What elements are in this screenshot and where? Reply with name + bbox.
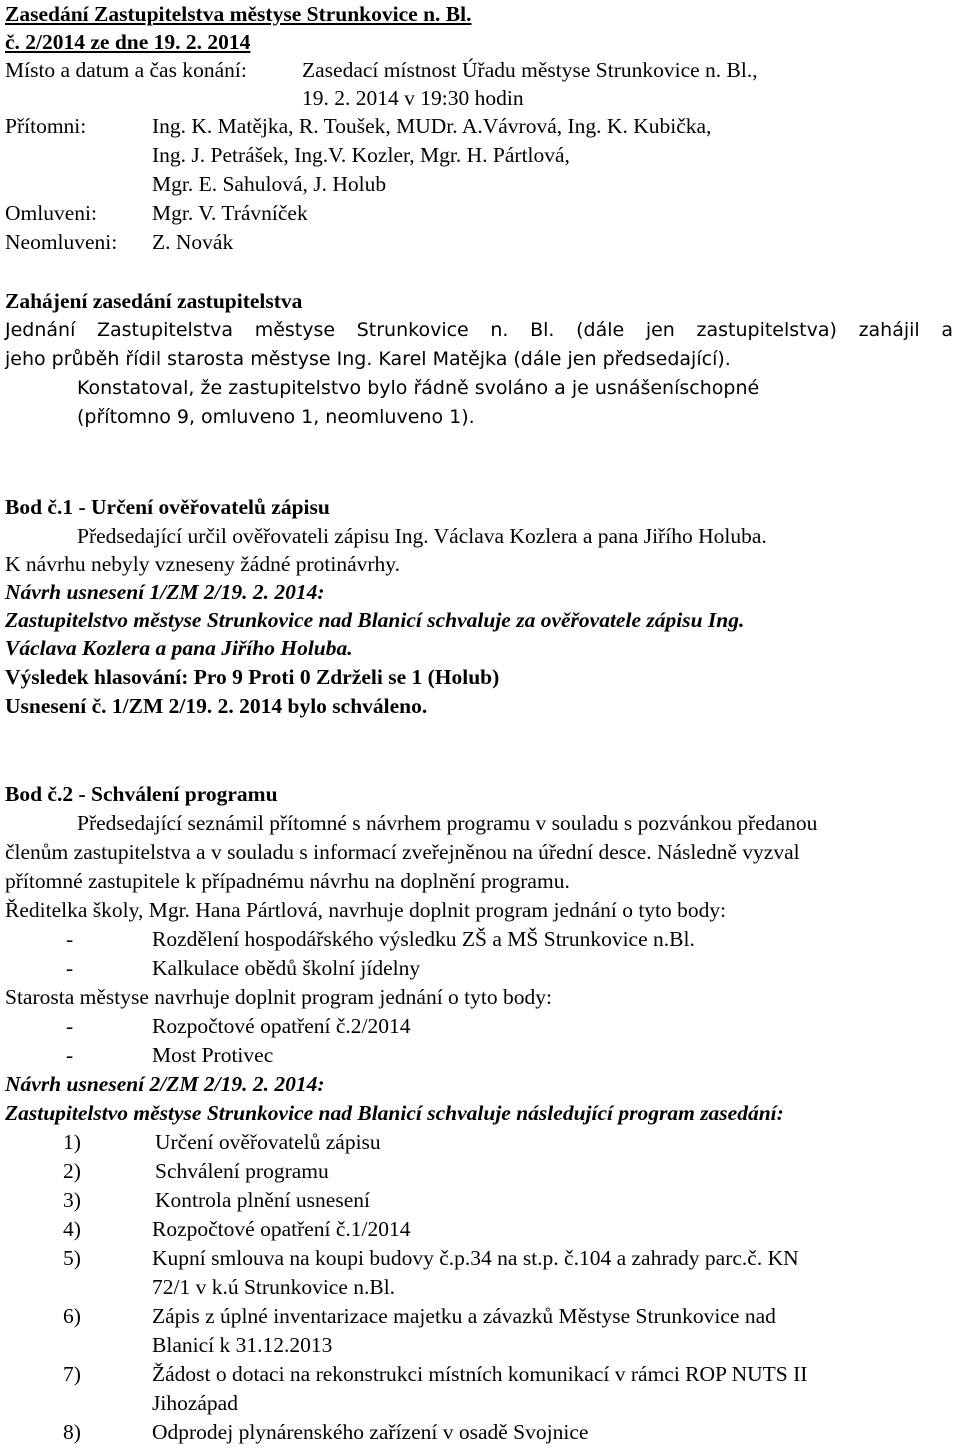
- program-item-4: Rozpočtové opatření č.1/2014: [152, 1217, 411, 1241]
- item-1-no-counterproposals: K návrhu nebyly vzneseny žádné protinávrhy.: [5, 552, 401, 576]
- school-director-proposal: Ředitelka školy, Mgr. Hana Pártlová, navrhuje doplnit program jednání o tyto body:: [5, 898, 727, 922]
- program-number: 3): [63, 1188, 81, 1212]
- item-2-paragraph-line-3: přítomné zastupitele k případnému návrhu na doplnění programu.: [5, 869, 570, 893]
- document-title-line-1: Zasedání Zastupitelstva městyse Strunkovice n. Bl.: [5, 2, 472, 26]
- item-1-verifiers-line: Předsedající určil ověřovateli zápisu Ing. Václava Kozlera a pana Jiřího Holuba.: [77, 524, 767, 548]
- school-point-1: Rozdělení hospodářského výsledku ZŠ a MŠ Strunkovice n.Bl.: [152, 927, 695, 951]
- list-dash: -: [66, 1043, 74, 1067]
- unexcused-label: Neomluveni:: [5, 230, 118, 254]
- opening-paragraph-line-2: jeho průběh řídil starosta městyse Ing. Karel Matějka (dále jen předsedající).: [5, 348, 731, 370]
- program-item-5-line-2: 72/1 v k.ú Strunkovice n.Bl.: [152, 1275, 396, 1299]
- opening-word: městyse: [254, 319, 336, 341]
- item-1-approved: Usnesení č. 1/ZM 2/19. 2. 2014 bylo schváleno.: [5, 694, 428, 718]
- program-number: 4): [63, 1217, 81, 1241]
- item-2-paragraph-line-1: Předsedající seznámil přítomné s návrhem programu v souladu s pozvánkou předanou: [77, 811, 818, 835]
- program-number: 2): [63, 1159, 81, 1183]
- list-dash: -: [66, 956, 74, 980]
- program-item-6-line-1: Zápis z úplné inventarizace majetku a závazků Městyse Strunkovice nad: [152, 1304, 776, 1328]
- opening-word: Strunkovice: [356, 319, 469, 341]
- item-1-resolution-line-1: Zastupitelstvo městyse Strunkovice nad Blanicí schvaluje za ověřovatele zápisu Ing.: [5, 608, 745, 632]
- program-item-7-line-2: Jihozápad: [152, 1391, 238, 1415]
- program-number: 7): [63, 1362, 81, 1386]
- program-item-7-line-1: Žádost o dotaci na rekonstrukci místních komunikací v rámci ROP NUTS II: [152, 1362, 808, 1386]
- program-item-6-line-2: Blanicí k 31.12.2013: [152, 1333, 333, 1357]
- program-number: 5): [63, 1246, 81, 1270]
- opening-word: zastupitelstva): [696, 319, 837, 341]
- opening-word: a: [941, 319, 953, 341]
- program-item-8: Odprodej plynárenského zařízení v osadě Svojnice: [152, 1420, 589, 1444]
- opening-heading: Zahájení zasedání zastupitelstva: [5, 289, 303, 313]
- place-label: Místo a datum a čas konání:: [5, 58, 247, 82]
- item-1-resolution-line-2: Václava Kozlera a pana Jiřího Holuba.: [5, 636, 353, 660]
- opening-word: jen: [645, 319, 675, 341]
- present-label: Přítomni:: [5, 114, 87, 138]
- item-1-vote-result: Výsledek hlasování: Pro 9 Proti 0 Zdrželi se 1 (Holub): [5, 665, 500, 689]
- mayor-point-2: Most Protivec: [152, 1043, 274, 1067]
- item-1-proposal-heading: Návrh usnesení 1/ZM 2/19. 2. 2014:: [5, 580, 325, 604]
- program-item-2: Schválení programu: [155, 1159, 329, 1183]
- item-1-heading: Bod č.1 - Určení ověřovatelů zápisu: [5, 495, 330, 519]
- document-title-line-2: č. 2/2014 ze dne 19. 2. 2014: [5, 30, 251, 54]
- list-dash: -: [66, 1014, 74, 1038]
- excused-label: Omluveni:: [5, 201, 97, 225]
- mayor-proposal: Starosta městyse navrhuje doplnit program jednání o tyto body:: [5, 985, 552, 1009]
- item-2-proposal-heading: Návrh usnesení 2/ZM 2/19. 2. 2014:: [5, 1072, 325, 1096]
- opening-paragraph-line-1: [5, 316, 953, 344]
- mayor-point-1: Rozpočtové opatření č.2/2014: [152, 1014, 411, 1038]
- program-number: 8): [63, 1420, 81, 1444]
- program-item-5-line-1: Kupní smlouva na koupi budovy č.p.34 na st.p. č.104 a zahrady parc.č. KN: [152, 1246, 799, 1270]
- program-item-3: Kontrola plnění usnesení: [155, 1188, 370, 1212]
- place-value-line-2: 19. 2. 2014 v 19:30 hodin: [302, 86, 524, 110]
- opening-word: Jednání: [5, 319, 76, 341]
- item-2-paragraph-line-2: členům zastupitelstva a v souladu s informací zveřejněnou na úřední desce. Následně vyzval: [5, 840, 800, 864]
- opening-word: zahájil: [858, 319, 920, 341]
- school-point-2: Kalkulace obědů školní jídelny: [152, 956, 421, 980]
- present-line-3: Mgr. E. Sahulová, J. Holub: [152, 172, 387, 196]
- program-number: 1): [63, 1130, 81, 1154]
- present-line-2: Ing. J. Petrášek, Ing.V. Kozler, Mgr. H. Pártlová,: [152, 143, 570, 167]
- present-line-1: Ing. K. Matějka, R. Toušek, MUDr. A.Vávrová, Ing. K. Kubička,: [152, 114, 712, 138]
- excused-value: Mgr. V. Trávníček: [152, 201, 308, 225]
- quorum-line-1: Konstatoval, že zastupitelstvo bylo řádně svoláno a je usnášeníschopné: [77, 377, 760, 399]
- list-dash: -: [66, 927, 74, 951]
- opening-word: Zastupitelstva: [97, 319, 234, 341]
- opening-word: Bl.: [530, 319, 555, 341]
- item-2-resolution: Zastupitelstvo městyse Strunkovice nad Blanicí schvaluje následující program zasedání:: [5, 1101, 784, 1125]
- program-number: 6): [63, 1304, 81, 1328]
- opening-word: n.: [490, 319, 509, 341]
- opening-word: (dále: [576, 319, 625, 341]
- program-item-1: Určení ověřovatelů zápisu: [155, 1130, 381, 1154]
- item-2-heading: Bod č.2 - Schválení programu: [5, 782, 278, 806]
- quorum-line-2: (přítomno 9, omluveno 1, neomluveno 1).: [77, 406, 475, 428]
- place-value-line-1: Zasedací místnost Úřadu městyse Strunkovice n. Bl.,: [302, 58, 758, 82]
- unexcused-value: Z. Novák: [152, 230, 234, 254]
